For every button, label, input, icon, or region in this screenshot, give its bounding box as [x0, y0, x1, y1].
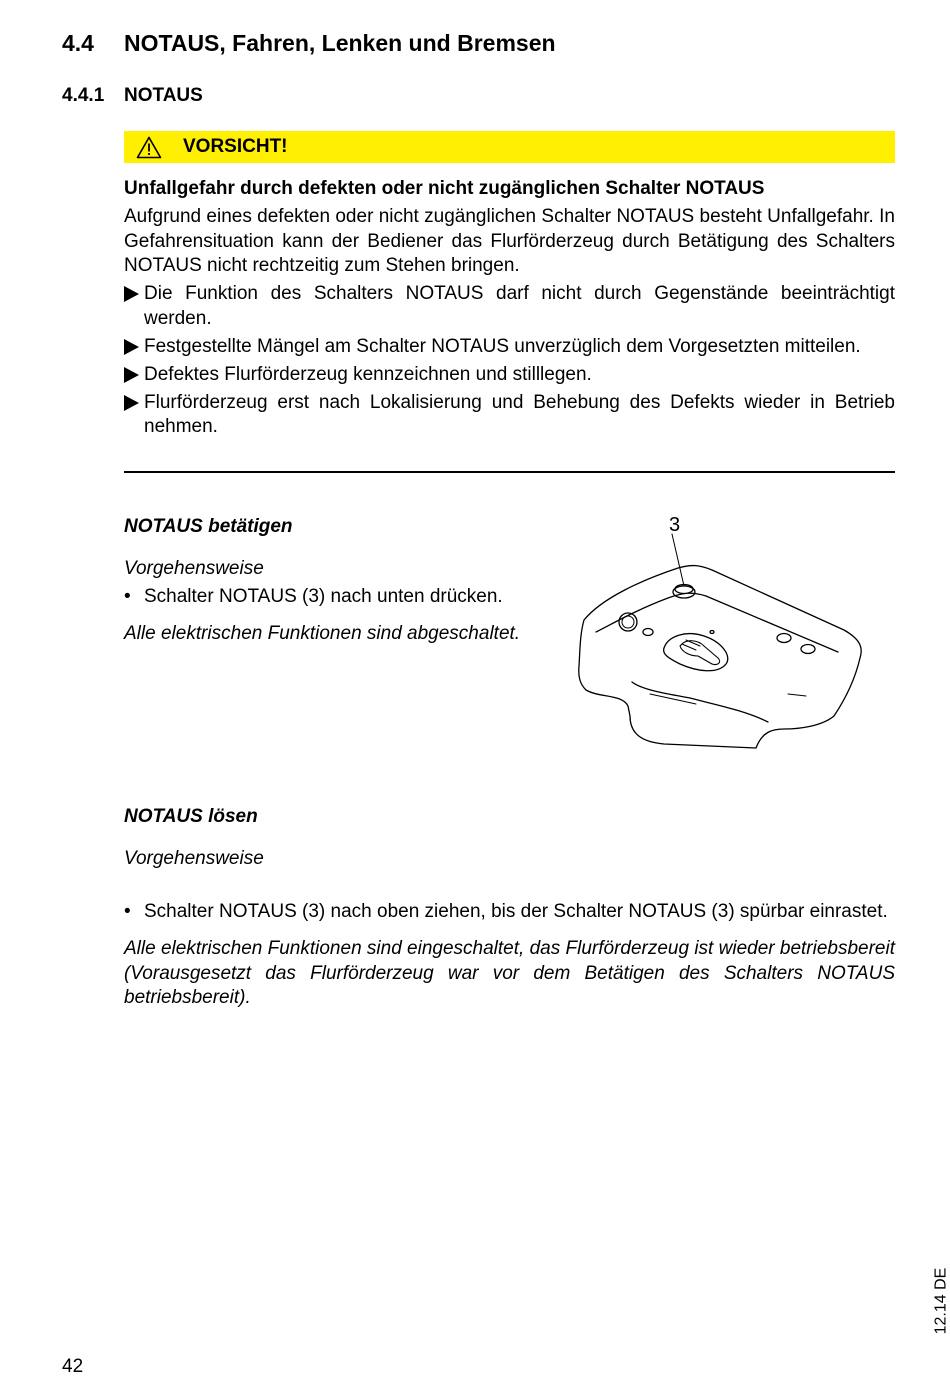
subsection-number: 4.4.1	[62, 85, 105, 106]
release-step: • Schalter NOTAUS (3) nach oben ziehen, bis der Schalter NOTAUS (3) spürbar einrastet.	[124, 900, 915, 925]
arrow-bullet-icon	[124, 367, 139, 383]
subsection-heading	[62, 85, 203, 107]
arrow-bullet-icon	[124, 395, 139, 411]
release-section-title: NOTAUS lösen	[124, 806, 258, 827]
press-procedure-label: Vorgehensweise	[124, 558, 264, 579]
arrow-bullet-icon	[124, 286, 139, 302]
caution-action-item: Defektes Flurförderzeug kennzeichnen und stilllegen.	[124, 363, 895, 388]
caution-action-item: Flurförderzeug erst nach Lokalisierung und Behebung des Defekts wieder in Betrieb nehmen.	[124, 391, 895, 440]
caution-action-list	[124, 282, 895, 443]
caution-action-item: Die Funktion des Schalters NOTAUS darf nicht durch Gegenstände beeinträchtigt werden.	[124, 282, 895, 331]
section-number: 4.4	[62, 30, 94, 56]
caution-headline: Unfallgefahr durch defekten oder nicht zugänglichen Schalter NOTAUS	[124, 178, 765, 199]
section-divider	[124, 471, 895, 473]
arrow-bullet-icon	[124, 339, 139, 355]
press-result: Alle elektrischen Funktionen sind abgeschaltet.	[124, 623, 521, 644]
press-section-title: NOTAUS betätigen	[124, 516, 293, 537]
control-console-illustration	[572, 512, 902, 757]
bullet-dot: •	[124, 586, 131, 607]
section-title: NOTAUS, Fahren, Lenken und Bremsen	[124, 30, 556, 56]
caution-action-item: Festgestellte Mängel am Schalter NOTAUS unverzüglich dem Vorgesetzten mitteilen.	[124, 335, 895, 360]
caution-label: VORSICHT!	[183, 136, 288, 157]
subsection-title: NOTAUS	[124, 85, 203, 106]
caution-banner	[124, 131, 895, 163]
release-result: Alle elektrischen Funktionen sind eingeschaltet, das Flurförderzeug ist wieder betriebsbereit (Vorausgesetzt das Flurförderzeug war vor dem Betätigen des Schalters NOTAUS betriebsbereit).	[124, 938, 895, 1008]
section-heading	[62, 30, 556, 57]
warning-triangle-icon	[136, 136, 162, 159]
edition-code: 12.14 DE	[932, 1267, 950, 1335]
bullet-dot: •	[124, 900, 131, 922]
press-step: • Schalter NOTAUS (3) nach unten drücken.	[124, 585, 584, 610]
figure-callout-number: 3	[669, 514, 681, 536]
caution-body: Aufgrund eines defekten oder nicht zugänglichen Schalter NOTAUS besteht Unfallgefahr. In Gefahrensituation kann der Bediener das Flurförderzeug durch Betätigung des Schalters NOTAUS nicht rechtzeitig zum Stehen bringen.	[124, 206, 895, 276]
page-number: 42	[62, 1356, 84, 1377]
release-procedure-label: Vorgehensweise	[124, 848, 264, 869]
